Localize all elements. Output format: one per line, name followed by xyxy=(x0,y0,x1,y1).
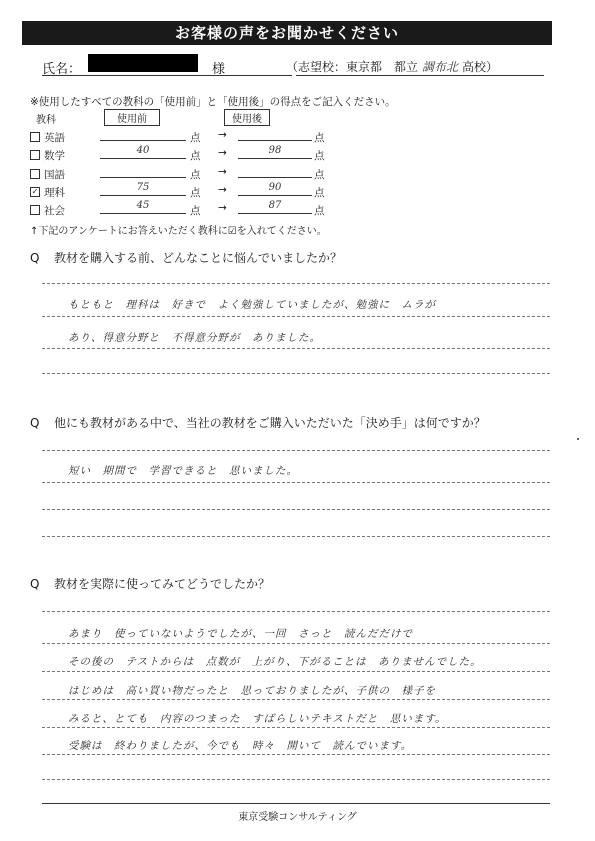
target-school xyxy=(286,58,498,75)
score-before[interactable] xyxy=(100,127,186,141)
checkbox-note: ↑下記のアンケートにお答えいただく教科に☑を入れてください。 xyxy=(30,226,327,237)
unit-label: 点 xyxy=(190,187,201,199)
score-before[interactable]: 45 xyxy=(100,200,186,214)
question-2 xyxy=(30,414,486,431)
subject-name: 理科 xyxy=(44,187,65,199)
question-text: 教材を実際に使ってみてどうでしたか？ xyxy=(54,577,271,591)
answer-line: あまり 使っていないようでしたが、一回 さっと 読んだだけで xyxy=(68,628,413,640)
unit-label: 点 xyxy=(314,169,325,181)
subject-checkbox[interactable] xyxy=(30,150,40,160)
arrow-icon: → xyxy=(218,129,227,141)
score-after[interactable] xyxy=(238,127,312,141)
answer-rule xyxy=(42,671,550,672)
answer-rule xyxy=(42,611,550,612)
answer-rule xyxy=(42,283,550,284)
scan-speck xyxy=(577,438,579,440)
subject-checkbox[interactable] xyxy=(30,169,40,179)
unit-label: 点 xyxy=(190,150,201,162)
subject-row-social xyxy=(30,200,350,221)
score-after[interactable]: 98 xyxy=(238,145,312,159)
before-column-header: 使用前 xyxy=(104,109,160,126)
arrow-icon: → xyxy=(218,147,227,159)
answer-line: 短い 期間で 学習できると 思いました。 xyxy=(68,465,298,477)
answer-rule xyxy=(42,373,550,374)
question-text: 教材を購入する前、どんなことに悩んでいましたか？ xyxy=(54,251,343,265)
answer-line: その後の テストからは 点数が 上がり、下がることは ありませんでした。 xyxy=(68,656,482,668)
question-3 xyxy=(30,575,270,592)
footer-divider xyxy=(42,803,550,804)
subject-name: 国語 xyxy=(44,169,65,181)
name-label: 氏名： xyxy=(42,62,82,77)
subject-name: 数学 xyxy=(44,150,65,162)
question-mark: Q xyxy=(30,416,40,430)
subject-checkbox[interactable] xyxy=(30,205,40,215)
subject-column-header: 教科 xyxy=(36,115,56,126)
unit-label: 点 xyxy=(314,187,325,199)
answer-line: みると、とても 内容のつまった すばらしいテキストだと 思います。 xyxy=(68,713,447,725)
subject-name: 英語 xyxy=(44,132,65,144)
answer-rule xyxy=(42,482,550,483)
unit-label: 点 xyxy=(190,169,201,181)
score-before[interactable]: 40 xyxy=(100,145,186,159)
answer-rule xyxy=(42,536,550,537)
school-suffix: 高校） xyxy=(462,60,499,74)
answer-rule xyxy=(42,754,550,755)
unit-label: 点 xyxy=(314,205,325,217)
arrow-icon: → xyxy=(218,184,227,196)
subject-name: 社会 xyxy=(44,205,65,217)
question-1 xyxy=(30,249,342,266)
score-before[interactable]: 75 xyxy=(100,182,186,196)
page-title: お客様の声をお聞かせください xyxy=(22,21,552,45)
redacted-name-box xyxy=(88,54,198,72)
score-after[interactable] xyxy=(238,164,312,178)
name-underline xyxy=(42,75,292,76)
question-mark: Q xyxy=(30,251,40,265)
unit-label: 点 xyxy=(314,150,325,162)
school-name: 調布北 xyxy=(422,60,459,74)
footer-company: 東京受験コンサルティング xyxy=(238,812,357,823)
unit-label: 点 xyxy=(190,132,201,144)
answer-rule xyxy=(42,699,550,700)
name-suffix: 様 xyxy=(212,62,226,77)
answer-line: 受験は 終わりましたが、今でも 時々 開いて 読んでいます。 xyxy=(68,740,413,752)
answer-rule xyxy=(42,450,550,451)
unit-label: 点 xyxy=(314,132,325,144)
question-mark: Q xyxy=(30,577,40,591)
subject-checkbox[interactable] xyxy=(30,132,40,142)
school-underline xyxy=(296,75,544,76)
question-text: 他にも教材がある中で、当社の教材をご購入いただいた「決め手」は何ですか？ xyxy=(54,416,486,430)
answer-rule xyxy=(42,643,550,644)
school-prefix: （志望校：東京都 都立 xyxy=(286,60,419,74)
arrow-icon: → xyxy=(218,202,227,214)
score-after[interactable]: 90 xyxy=(238,182,312,196)
unit-label: 点 xyxy=(190,205,201,217)
answer-line: あり、得意分野と 不得意分野が ありました。 xyxy=(68,332,321,344)
answer-rule xyxy=(42,727,550,728)
answer-rule xyxy=(42,509,550,510)
score-after[interactable]: 87 xyxy=(238,200,312,214)
answer-line: はじめは 高い買い物だったと 思っておりましたが、子供の 様子を xyxy=(68,685,436,697)
answer-rule xyxy=(42,316,550,317)
score-before[interactable] xyxy=(100,164,186,178)
answer-rule xyxy=(42,348,550,349)
answer-line: もともと 理科は 好きで よく勉強していましたが、勉強に ムラが xyxy=(68,299,436,311)
arrow-icon: → xyxy=(218,166,227,178)
after-column-header: 使用後 xyxy=(224,109,270,126)
score-instruction: ※使用したすべての教科の「使用前」と「使用後」の得点をご記入ください。 xyxy=(30,96,396,108)
answer-rule xyxy=(42,779,550,780)
subject-checkbox-checked[interactable]: ✓ xyxy=(31,187,39,196)
